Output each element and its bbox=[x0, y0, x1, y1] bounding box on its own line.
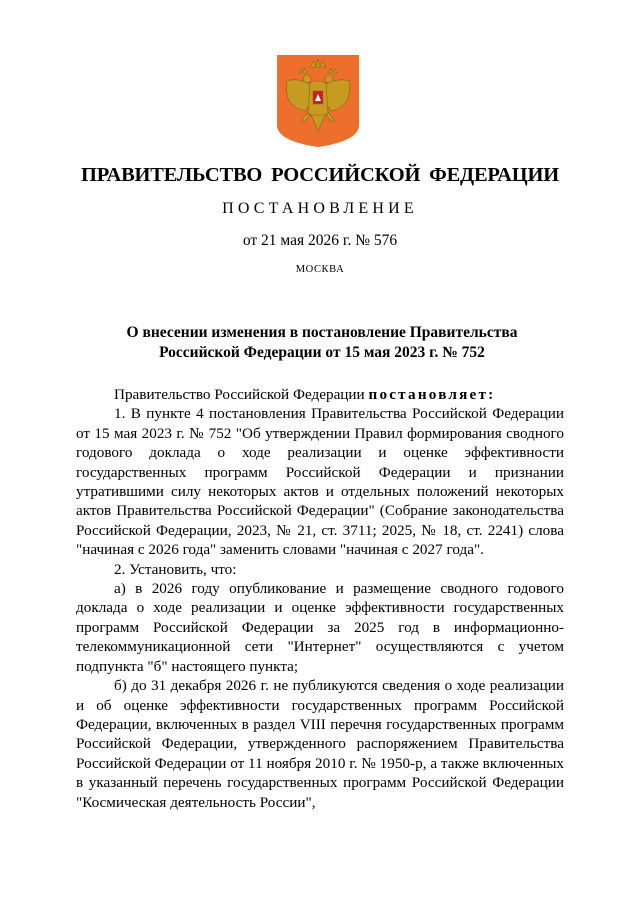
document-city: МОСКВА bbox=[295, 264, 345, 275]
preamble-verb: постановляет: bbox=[368, 386, 496, 403]
emblem-graphic bbox=[277, 55, 359, 147]
document-date-number: от 21 мая 2026 г. № 576 bbox=[242, 232, 398, 249]
preamble bbox=[76, 385, 564, 404]
coat-of-arms-icon bbox=[277, 55, 359, 147]
government-title: ПРАВИТЕЛЬСТВО РОССИЙСКОЙ ФЕДЕРАЦИИ bbox=[81, 164, 559, 186]
preamble-text: Правительство Российской Федерации bbox=[114, 386, 369, 403]
document-type: ПОСТАНОВЛЕНИЕ bbox=[222, 200, 418, 217]
document-body bbox=[76, 385, 564, 812]
paragraph-2a: а) в 2026 году опубликование и размещение сводного годового доклада о ходе реализации и оценке эффективности государственных программ Российской Федерации за 2025 год в информационно-телекоммуникационной сети "Интернет" осуществляются с учетом подпункта "б" настоящего пункта; bbox=[76, 580, 564, 675]
document-subject bbox=[80, 323, 564, 362]
paragraph-1: 1. В пункте 4 постановления Правительства Российской Федерации от 15 мая 2023 г. № 752 "Об утверждении Правил формирования сводного годового доклада о ходе реализации и оценке эффективности государственных программ Российской Федерации и признании утратившими силу некоторых актов и отдельных положений некоторых актов Правительства Российской Федерации" (Собрание законодательства Российской Федерации, 2023, № 21, ст. 3711; 2025, № 18, ст. 2241) слова "начиная с 2026 года" заменить словами "начиная с 2027 года". bbox=[76, 405, 564, 559]
paragraph-2b: б) до 31 декабря 2026 г. не публикуются сведения о ходе реализации и об оценке эффективности государственных программ Российской Федерации, включенных в раздел VIII перечня государственных программ Российской Федерации, утвержденного распоряжением Правительства Российской Федерации от 11 ноября 2010 г. № 1950-р, а также включенных в указанный перечень государственных программ Российской Федерации "Космическая деятельность России", bbox=[76, 677, 564, 811]
subject-line-1: О внесении изменения в постановление Правительства bbox=[126, 324, 518, 341]
paragraph-2: 2. Установить, что: bbox=[114, 560, 237, 578]
subject-line-2: Российской Федерации от 15 мая 2023 г. № 752 bbox=[159, 343, 485, 361]
